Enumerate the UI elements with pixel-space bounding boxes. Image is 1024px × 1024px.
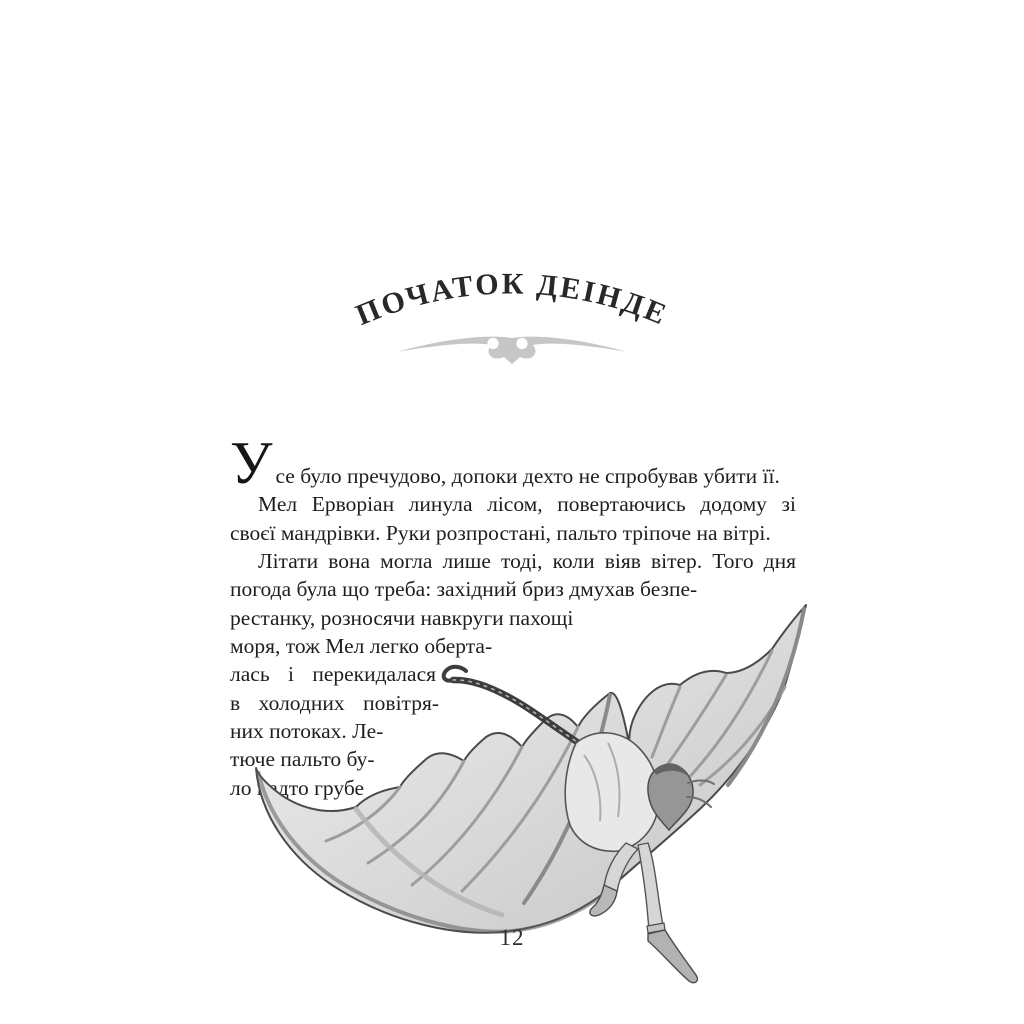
chapter-title-text: ПОЧАТОК ДЕІНДЕ bbox=[351, 267, 673, 332]
text-line: своєї мандрівки. Руки розпростані, пальто тріпоче на вітрі. bbox=[230, 520, 771, 545]
text-line: погода була що треба: західний бриз дмухав безпе- bbox=[230, 577, 698, 602]
straight-leg bbox=[638, 843, 663, 929]
text-line: них потоках. Ле- bbox=[230, 718, 384, 743]
text-line: в холодних повітря- bbox=[230, 690, 439, 715]
chapter-divider-ornament bbox=[392, 330, 632, 366]
text-line-content: се було пречудово, допоки дехто не спробував убити її. bbox=[275, 464, 780, 488]
text-line: лась і перекидалася bbox=[230, 662, 436, 687]
chapter-title bbox=[351, 267, 673, 332]
drop-cap: У bbox=[230, 430, 273, 496]
text-line: моря, тож Мел легко оберта- bbox=[230, 633, 493, 658]
text-line: тюче пальто бу- bbox=[230, 747, 375, 772]
text-line: Літати вона могла лише тоді, коли віяв вітер. Того дня bbox=[258, 548, 796, 573]
page-number: 12 bbox=[499, 925, 525, 950]
text-line: ло надто грубе bbox=[230, 775, 365, 800]
text-line bbox=[230, 430, 796, 496]
wing-ornament-icon bbox=[397, 337, 627, 364]
text-line: Мел Ерворіан линула лісом, повертаючись додому зі bbox=[258, 492, 796, 517]
text-line: рестанку, розносячи навкруги пахощі bbox=[230, 605, 574, 630]
